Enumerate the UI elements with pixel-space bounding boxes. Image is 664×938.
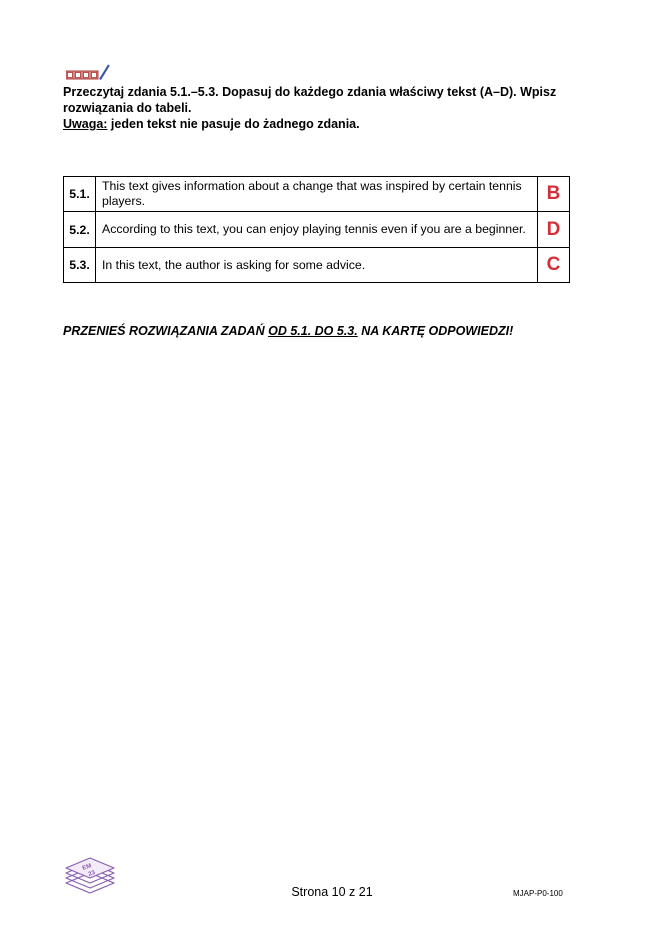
item-number: 5.2. bbox=[64, 212, 96, 248]
instruction-line-1: Przeczytaj zdania 5.1.–5.3. Dopasuj do każdego zdania właściwy tekst (A–D). Wpisz bbox=[63, 85, 557, 99]
note-text: jeden tekst nie pasuje do żadnego zdania. bbox=[107, 117, 360, 131]
item-number: 5.1. bbox=[64, 177, 96, 212]
note-label: Uwaga: bbox=[63, 117, 108, 131]
transfer-suffix: NA KARTĘ ODPOWIEDZI! bbox=[357, 324, 514, 338]
svg-text:23: 23 bbox=[87, 869, 97, 878]
task-instructions bbox=[63, 84, 583, 132]
item-number: 5.3. bbox=[64, 248, 96, 283]
answer-table bbox=[63, 176, 570, 283]
exam-code: MJAP-P0-100 bbox=[513, 889, 563, 898]
item-sentence: In this text, the author is asking for some advice. bbox=[96, 248, 538, 283]
transfer-range: OD 5.1. DO 5.3. bbox=[268, 324, 358, 338]
score-boxes-pen-icon bbox=[66, 63, 112, 81]
answer-cell[interactable]: B bbox=[538, 177, 570, 212]
table-row bbox=[64, 212, 570, 248]
transfer-prefix: PRZENIEŚ ROZWIĄZANIA ZADAŃ bbox=[63, 324, 269, 338]
table-row bbox=[64, 248, 570, 283]
answer-cell[interactable]: D bbox=[538, 212, 570, 248]
instruction-note bbox=[63, 116, 583, 132]
svg-text:EM: EM bbox=[81, 863, 93, 872]
item-sentence: This text gives information about a change that was inspired by certain tennis players. bbox=[96, 177, 538, 212]
answer-cell[interactable]: C bbox=[538, 248, 570, 283]
table-row bbox=[64, 177, 570, 212]
instruction-line-2: rozwiązania do tabeli. bbox=[63, 101, 192, 115]
transfer-reminder bbox=[63, 324, 513, 338]
page-number: Strona 10 z 21 bbox=[291, 885, 373, 899]
item-sentence: According to this text, you can enjoy playing tennis even if you are a beginner. bbox=[96, 212, 538, 248]
